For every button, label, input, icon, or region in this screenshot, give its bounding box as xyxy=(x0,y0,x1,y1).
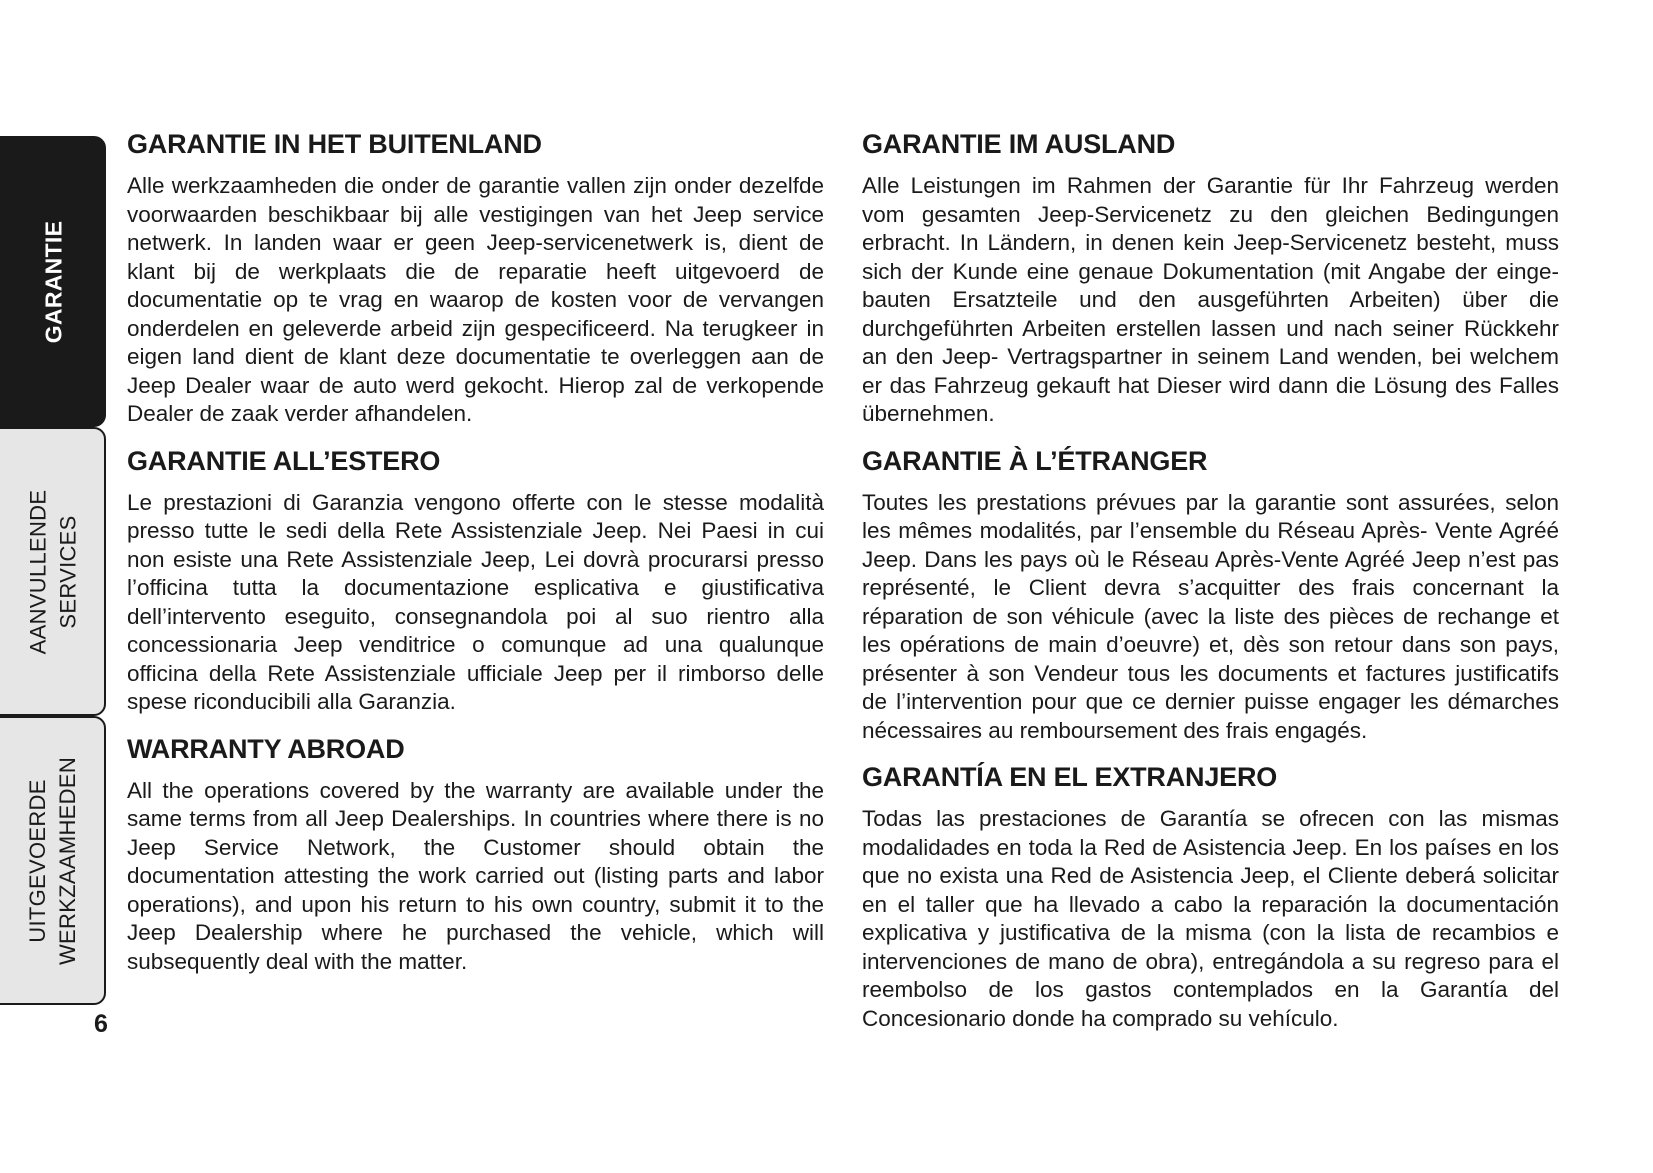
tab-aanvullende-services-label-wrap xyxy=(0,429,104,714)
right-column xyxy=(862,128,1559,1033)
tab-garantie[interactable] xyxy=(0,136,106,427)
section-heading: GARANTIE IM AUSLAND xyxy=(862,129,1176,159)
section-body: Todas las prestaciones de Garantía se ofrecen con las mismas modalidades en toda la Red de Asistencia Jeep. En los países en los que no exista una Red de Asistencia Jeep, el Cliente deberá solicitar en el taller que ha llevado a cabo la reparación la documentación explicativa y justificativa de la misma (con la lista de recambios e intervenciones de mano de obra), entregándola a su regreso para el reembolso de los gastos contemplados en la Garantía del Concesionario donde ha comprado su vehículo. xyxy=(862,806,1559,1031)
tab-garantie-label: GARANTIE xyxy=(40,220,67,343)
tab-uitgevoerde-werkzaamheden[interactable] xyxy=(0,716,106,1005)
tab-uitgevoerde-werkzaamheden-label-wrap xyxy=(0,718,104,1003)
tab-garantie-label-wrap xyxy=(0,138,104,425)
section-heading: GARANTÍA EN EL EXTRANJERO xyxy=(862,762,1278,792)
section-heading: GARANTIE IN HET BUITENLAND xyxy=(127,129,542,159)
section-body: All the operations covered by the warranty are available under the same terms from all Jeep Dealerships. In countries where there is no Jeep Service Network, the Customer should obtain the documentation attesting the work carried out (listing parts and labor operations), and upon his return to his own country, submit it to the Jeep Dealership where he purchased the vehicle, which will subsequently deal with the matter. xyxy=(127,777,824,974)
section-body: Alle Leistungen im Rahmen der Garantie für Ihr Fahrzeug werden vom gesamten Jeep-Servicenetz zu den gleichen Bedingungen erbracht. In Ländern, in denen kein Jeep-Servicenetz besteht, muss sich der Kunde eine genaue Dokumentation (mit Angabe der einge-bauten Ersatzteile und den ausgeführten Arbeiten) über die durchgeführten Arbeiten erstellen lassen und nach seiner Rückkehr an den Jeep- Vertragspartner in seinem Land wenden, bei welchem er das Fahrzeug gekauft hat Dieser wird dann die Lösung des Falles übernehmen. xyxy=(862,173,1559,426)
section-garantia-en-el-extranjero xyxy=(862,761,1559,1033)
section-heading: GARANTIE ALL’ESTERO xyxy=(127,445,441,476)
section-garantie-im-ausland xyxy=(862,128,1559,429)
section-body: Alle werkzaamheden die onder de garantie vallen zijn onder dezelfde voorwaarden beschikbaar bij alle vestigingen van het Jeep service netwerk. In landen waar er geen Jeep-servicenetwerk is, dient de klant bij de werkplaats die de reparatie heeft uitgevoerd de documentatie op te vrag en waarop de kosten voor de vervangen onderdelen en geleverde arbeid zijn gespecificeerd. Na terugkeer in eigen land dient de klant deze documentatie te overleggen aan de Jeep Dealer waar de auto werd gekocht. Hierop zal de verkopende Dealer de zaak verder afhandelen. xyxy=(127,173,824,426)
tab-uitgevoerde-werkzaamheden-label: UITGEVOERDE WERKZAAMHEDEN xyxy=(25,756,80,965)
left-column xyxy=(127,128,824,976)
section-body: Toutes les prestations prévues par la garantie sont assurées, selon les mêmes modalités, par l’ensemble du Réseau Après- Vente Agréé Jeep. Dans les pays où le Réseau Après-Vente Agréé Jeep n’est pas représenté, le Client devra s’acquitter des frais concernant la réparation de son véhicule (avec la liste des pièces de rechange et les opérations de main d’oeuvre) et, dès son retour dans son pays, présenter à son Vendeur tous les documents et factures justificatifs de l’intervention pour que ce dernier puisse engager les démarches nécessaires au remboursement des frais engagés. xyxy=(862,489,1559,743)
tab-aanvullende-services[interactable] xyxy=(0,427,106,716)
tab-aanvullende-services-label: AANVULLENDE SERVICES xyxy=(25,489,81,654)
section-heading: WARRANTY ABROAD xyxy=(127,733,405,764)
section-heading: GARANTIE À L’ÉTRANGER xyxy=(862,445,1208,476)
page-number: 6 xyxy=(94,1010,108,1038)
section-warranty-abroad xyxy=(127,733,824,977)
section-garantie-in-het-buitenland xyxy=(127,128,824,429)
section-garantie-a-l-etranger xyxy=(862,445,1559,746)
section-garantie-all-estero xyxy=(127,445,824,717)
section-body: Le prestazioni di Garanzia vengono offerte con le stesse modalità presso tutte le sedi della Rete Assistenziale Jeep. Nei Paesi in cui non esiste una Rete Assistenziale Jeep, Lei dovrà procurarsi presso l’officina tutta la documentazione esplicativa e giustificativa dell’intervento eseguito, consegnandola poi al suo rientro alla concessionaria Jeep venditrice o comunque ad una qualunque officina della Rete Assistenziale ufficiale Jeep per il rimborso delle spese riconducibili alla Garanzia. xyxy=(127,489,824,714)
